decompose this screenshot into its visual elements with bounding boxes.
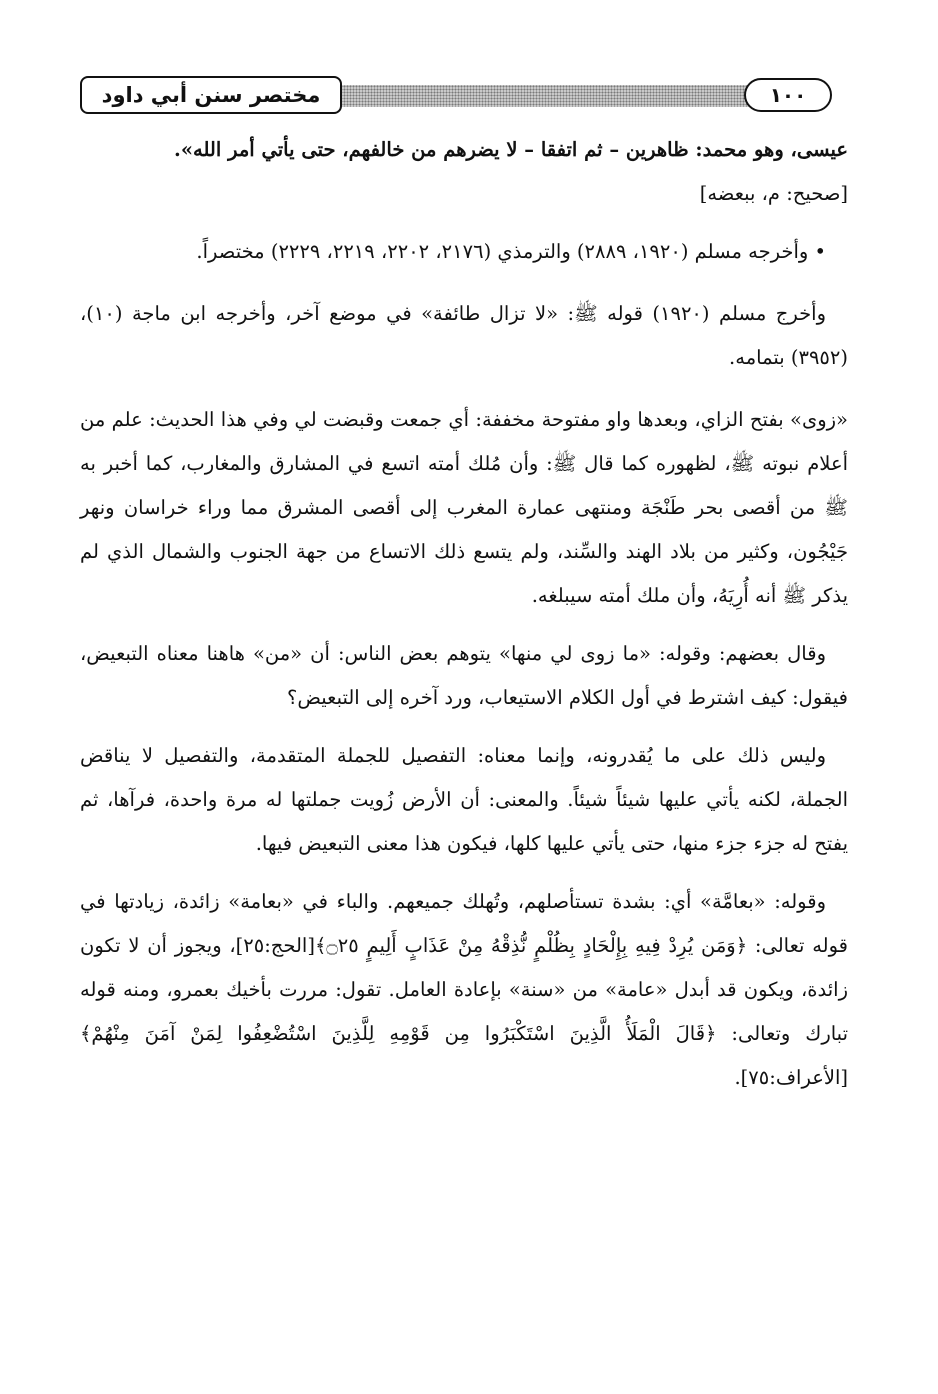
- commentary-zuwiya: «زوى» بفتح الزاي، وبعدها واو مفتوحة مخففة: أي جمعت وقبضت لي وفي هذا الحديث: علم من أعلام نبوته ﷺ، لظهوره كما قال ﷺ: وأن مُلك أمته اتسع في المشارق والمغارب، كما أخبر به ﷺ من أقصى بحر طَنْجَة ومنتهى عمارة المغرب إلى أقصى المشرق مما وراء خراسان ونهر جَيْجُون، وكثير من بلاد الهند والسِّند، ولم يتسع ذلك الاتساع من جهة الجنوب والشمال الذي لم يذكر ﷺ أنه أُرِيَهُ، وأن ملك أمته سيبلغه.: [80, 408, 848, 607]
- takhrij-2: وأخرج مسلم (١٩٢٠) قوله ﷺ: «لا تزال طائفة» في موضع آخر، وأخرجه ابن ماجة (١٠)، (٣٩٥٢) بتمامه.: [80, 302, 848, 369]
- commentary-min: وقال بعضهم: وقوله: «ما زوى لي منها» يتوهم بعض الناس: أن «من» هاهنا معناه التبعيض، فيقول: كيف اشترط في أول الكلام الاستيعاب، ورد آخره إلى التبعيض؟: [80, 642, 848, 709]
- page-number: ١٠٠: [744, 78, 832, 112]
- takhrij-1: • وأخرجه مسلم (١٩٢٠، ٢٨٨٩) والترمذي (٢١٧٦، ٢٢٠٢، ٢٢١٩، ٢٢٢٩) مختصراً.: [196, 240, 826, 263]
- hadith-ending: عيسى، وهو محمد: ظاهرين – ثم اتفقا – لا يضرهم من خالفهم، حتى يأتي أمر الله».: [174, 138, 848, 161]
- page-header: [80, 76, 848, 116]
- commentary-tafsil: وليس ذلك على ما يُقدرونه، وإنما معناه: التفصيل للجملة المتقدمة، والتفصيل لا يناقض الجملة، لكنه يأتي عليها شيئاً شيئاً. والمعنى: أن الأرض زُويت جملتها له مرة واحدة، فرآها، ثم يفتح له جزء جزء منها، حتى يأتي عليها كلها، فيكون هذا معنى التبعيض فيها.: [80, 744, 848, 855]
- commentary-amma: وقوله: «بعامَّة» أي: بشدة تستأصلهم، وتُهلك جميعهم. والباء في «بعامة» زائدة، زيادتها في قوله تعالى: ﴿وَمَن يُرِدْ فِيهِ بِإِلْحَادٍ بِظُلْمٍ نُّذِقْهُ مِنْ عَذَابٍ أَلِيمٍ ۝٢٥﴾[الحج:٢٥]، ويجوز أن لا تكون زائدة، ويكون قد أبدل «عامة» من «سنة» بإعادة العامل. تقول: مررت بأخيك بعمرو، ومنه قوله تبارك وتعالى: ﴿قَالَ الْمَلَأُ الَّذِينَ اسْتَكْبَرُوا مِن قَوْمِهِ لِلَّذِينَ اسْتُضْعِفُوا لِمَنْ آمَنَ مِنْهُمْ﴾[الأعراف:٧٥].: [80, 890, 848, 1089]
- header-decorative-bar: [340, 85, 768, 107]
- page-body: [80, 128, 848, 1100]
- grading: [صحيح: م، ببعضه]: [699, 182, 848, 205]
- book-title: مختصر سنن أبي داود: [80, 76, 342, 114]
